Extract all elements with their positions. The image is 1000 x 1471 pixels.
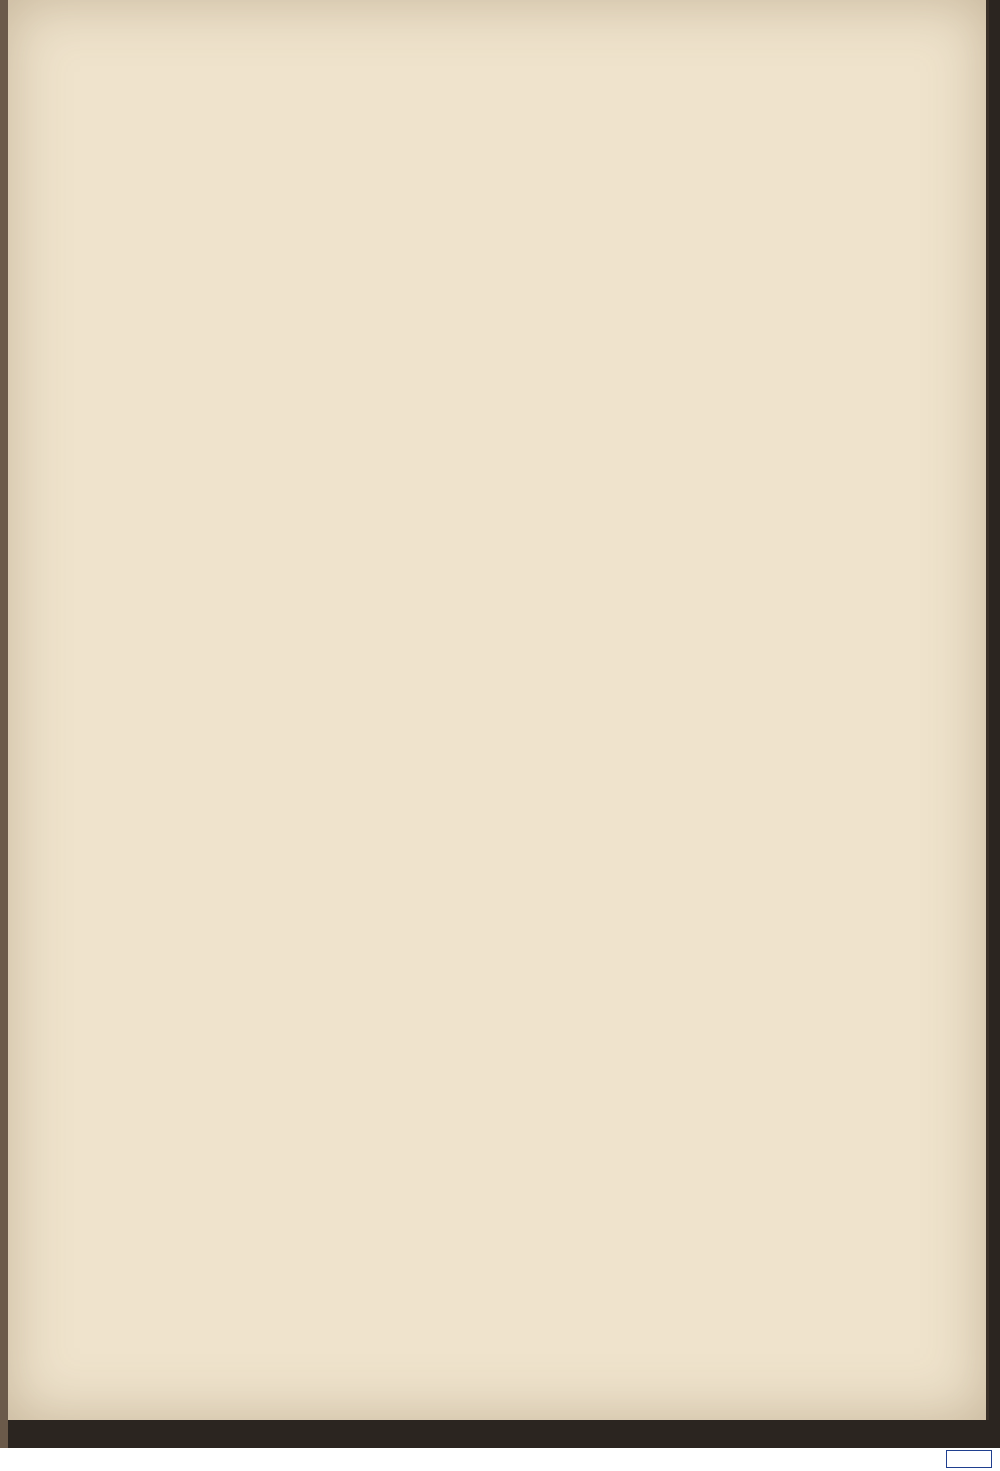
book-page: [8, 0, 989, 1420]
book-edge: [0, 0, 8, 1448]
footer-bar: [0, 1448, 1000, 1471]
dfg-logo: [946, 1450, 992, 1468]
